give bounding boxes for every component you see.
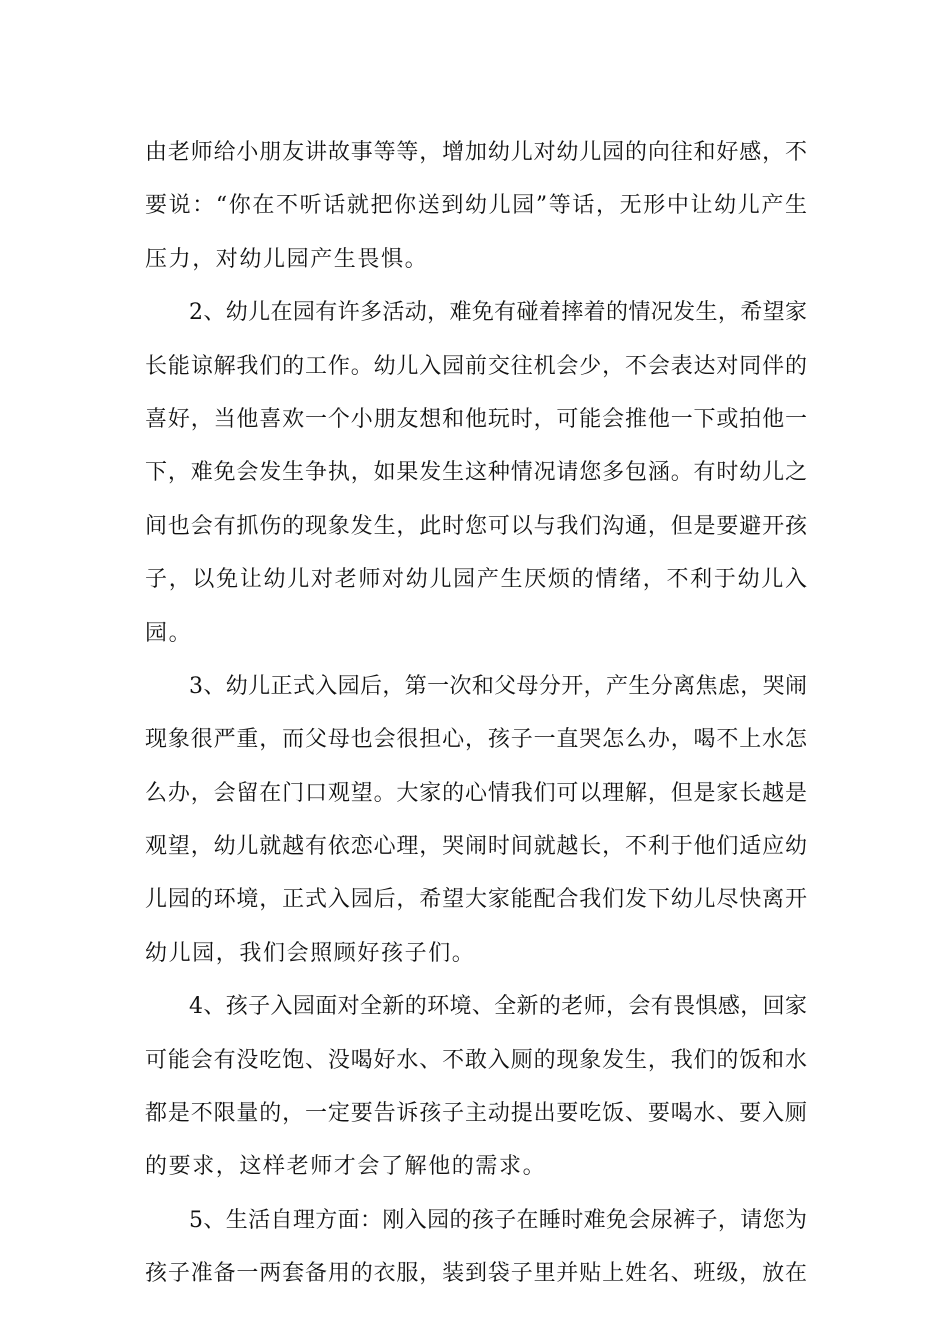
text-line: 间也会有抓伤的现象发生，此时您可以与我们沟通，但是要避开孩 bbox=[145, 513, 807, 539]
paragraph-5-start: 5、生活自理方面：刚入园的孩子在睡时难免会尿裤子，请您为 bbox=[189, 1207, 807, 1233]
text-line: 喜好，当他喜欢一个小朋友想和他玩时，可能会推他一下或拍他一 bbox=[145, 406, 807, 432]
text-line: 由老师给小朋友讲故事等等，增加幼儿对幼儿园的向往和好感，不 bbox=[145, 140, 807, 165]
paragraph-3-start: 3、幼儿正式入园后，第一次和父母分开，产生分离焦虑，哭闹 bbox=[189, 673, 807, 699]
paragraph-2-start: 2、幼儿在园有许多活动，难免有碰着摔着的情况发生，希望家 bbox=[189, 300, 807, 326]
text-line: 园。 bbox=[145, 620, 193, 646]
text-line: 要说：“你在不听话就把你送到幼儿园”等话，无形中让幼儿产生 bbox=[145, 193, 807, 219]
text-line: 么办，会留在门口观望。大家的心情我们可以理解，但是家长越是 bbox=[145, 780, 807, 806]
text-line: 压力，对幼儿园产生畏惧。 bbox=[145, 246, 429, 272]
text-line: 都是不限量的，一定要告诉孩子主动提出要吃饭、要喝水、要入厕 bbox=[145, 1101, 807, 1127]
text-line: 幼儿园，我们会照顾好孩子们。 bbox=[145, 940, 476, 966]
text-line: 现象很严重，而父母也会很担心，孩子一直哭怎么办，喝不上水怎 bbox=[145, 727, 807, 753]
text-line: 可能会有没吃饱、没喝好水、不敢入厕的现象发生，我们的饭和水 bbox=[145, 1047, 807, 1073]
text-line: 下，难免会发生争执，如果发生这种情况请您多包涵。有时幼儿之 bbox=[145, 460, 807, 486]
text-line: 儿园的环境，正式入园后，希望大家能配合我们发下幼儿尽快离开 bbox=[145, 887, 807, 913]
document-body bbox=[145, 126, 807, 1301]
text-line: 长能谅解我们的工作。幼儿入园前交往机会少，不会表达对同伴的 bbox=[145, 353, 807, 379]
text-line: 子，以免让幼儿对老师对幼儿园产生厌烦的情绪，不利于幼儿入 bbox=[145, 567, 807, 593]
paragraph-4-start: 4、孩子入园面对全新的环境、全新的老师，会有畏惧感，回家 bbox=[189, 994, 807, 1020]
text-line: 的要求，这样老师才会了解他的需求。 bbox=[145, 1154, 547, 1180]
text-line: 孩子准备一两套备用的衣服，装到袋子里并贴上姓名、班级，放在 bbox=[145, 1261, 807, 1287]
text-line: 观望，幼儿就越有依恋心理，哭闹时间就越长，不利于他们适应幼 bbox=[145, 834, 807, 860]
